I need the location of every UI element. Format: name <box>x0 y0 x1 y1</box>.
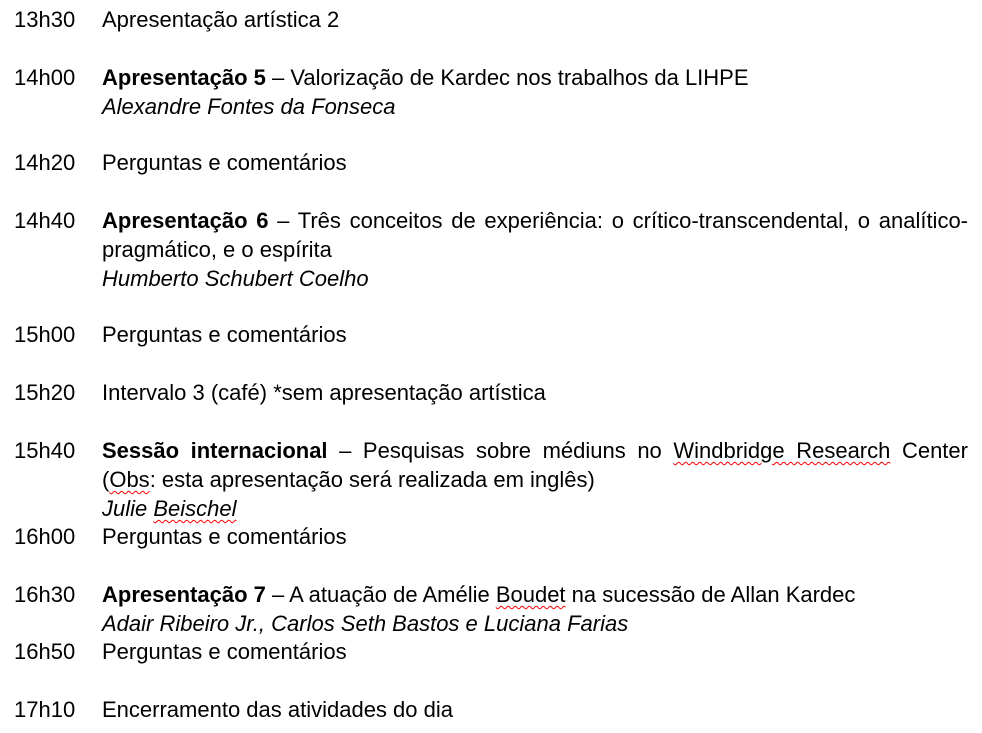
schedule-content <box>102 695 968 724</box>
schedule-content <box>102 320 968 349</box>
schedule-text: Intervalo 3 (café) *sem apresentação artística <box>102 380 546 405</box>
schedule-text: Perguntas e comentários <box>102 639 347 664</box>
presentation-speaker: Adair Ribeiro Jr., Carlos Seth Bastos e Luciana Farias <box>102 611 629 636</box>
speaker-first-name: Julie <box>102 496 154 521</box>
schedule-time: 14h00 <box>14 65 76 90</box>
presentation-title: Três conceitos de experiência: o crítico-transcendental, o analítico-pragmático, e o espírita <box>102 208 969 262</box>
schedule-content <box>102 522 968 551</box>
schedule-time: 16h00 <box>14 524 76 549</box>
schedule-content <box>102 436 968 523</box>
presentation-speaker: Humberto Schubert Coelho <box>102 266 369 291</box>
presentation-label: Sessão internacional <box>102 438 328 463</box>
presentation-title-part: : esta apresentação será realizada em inglês) <box>149 467 595 492</box>
presentation-title-block <box>102 206 968 264</box>
schedule-time: 14h40 <box>14 208 76 233</box>
schedule-time: 13h30 <box>14 7 76 32</box>
presentation-title-part: Center ( <box>102 438 968 492</box>
title-dash: – <box>265 65 291 90</box>
presentation-title-part: Boudet <box>495 582 566 607</box>
presentation-speaker: Alexandre Fontes da Fonseca <box>102 94 396 119</box>
schedule-time: 16h30 <box>14 582 76 607</box>
schedule-text: Perguntas e comentários <box>102 524 347 549</box>
presentation-title-block <box>102 436 968 494</box>
presentation-title-part: Pesquisas sobre médiuns no <box>362 438 674 463</box>
schedule-time: 15h00 <box>14 322 76 347</box>
presentation-speaker <box>102 494 968 523</box>
schedule-text: Perguntas e comentários <box>102 150 347 175</box>
schedule-content <box>102 580 968 638</box>
schedule-text: Encerramento das atividades do dia <box>102 697 453 722</box>
presentation-label: Apresentação 5 <box>102 65 266 90</box>
title-dash: – <box>327 438 363 463</box>
presentation-title-line <box>102 63 968 92</box>
speaker-last-name: Beischel <box>153 496 237 521</box>
schedule-text: Perguntas e comentários <box>102 322 347 347</box>
schedule-time: 16h50 <box>14 639 76 664</box>
schedule-time: 15h20 <box>14 380 76 405</box>
schedule-content <box>102 637 968 666</box>
schedule-time: 15h40 <box>14 438 76 463</box>
presentation-title: Valorização de Kardec nos trabalhos da LIHPE <box>290 65 749 90</box>
schedule-content <box>102 206 968 293</box>
schedule-content <box>102 63 968 121</box>
title-dash: – <box>268 208 298 233</box>
schedule-content <box>102 378 968 407</box>
presentation-label: Apresentação 7 <box>102 582 266 607</box>
presentation-label: Apresentação 6 <box>102 208 269 233</box>
schedule-time: 14h20 <box>14 150 76 175</box>
presentation-title-part: Windbridge Research <box>673 438 891 463</box>
presentation-title-part: A atuação de Amélie <box>289 582 496 607</box>
schedule-content <box>102 5 968 34</box>
presentation-title-part: na sucessão de Allan Kardec <box>565 582 856 607</box>
title-dash: – <box>265 582 290 607</box>
schedule-time: 17h10 <box>14 697 76 722</box>
presentation-title-part: Obs <box>109 467 150 492</box>
schedule-content <box>102 148 968 177</box>
schedule-text: Apresentação artística 2 <box>102 7 340 32</box>
presentation-title-line <box>102 580 968 609</box>
